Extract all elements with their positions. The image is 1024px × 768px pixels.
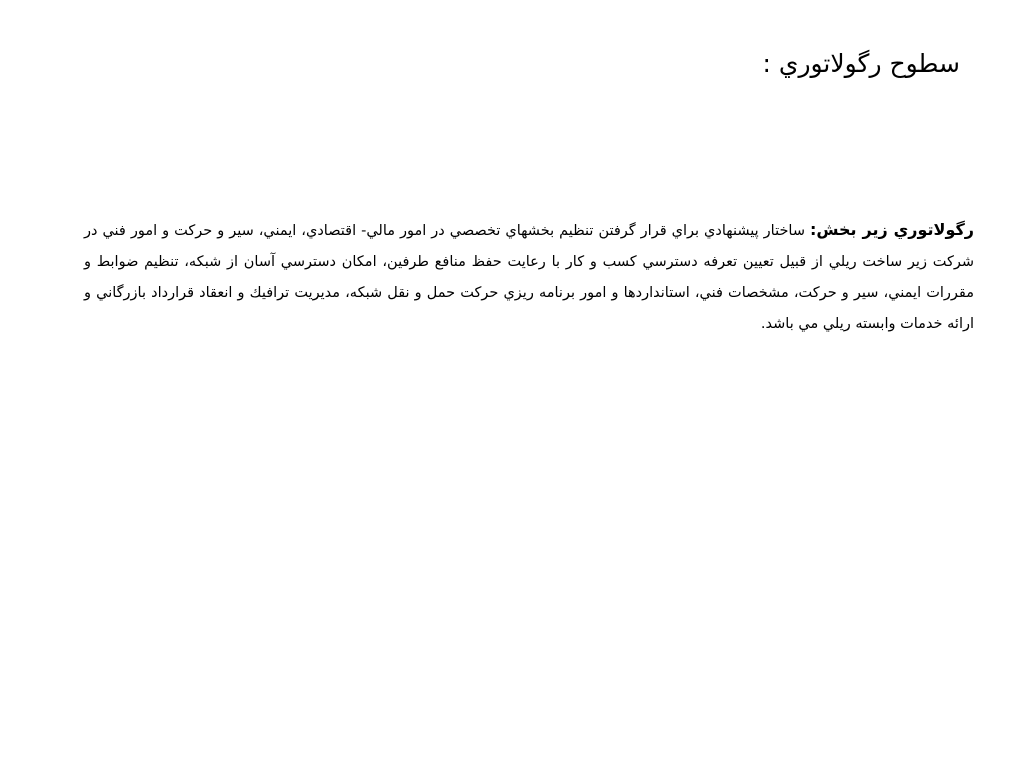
slide-title: سطوح رگولاتوري : (762, 49, 960, 78)
body-paragraph (84, 214, 974, 340)
paragraph-term: رگولاتوري زير بخش: (810, 220, 975, 239)
paragraph-text: ساختار پيشنهادي براي قرار گرفتن تنظيم بخشهاي تخصصي در امور مالي- اقتصادي، ايمني، سير و حركت و امور فني در شركت زير ساخت ريلي از قبيل تعيين تعرفه دسترسي كسب و كار با رعايت حفظ منافع طرفين، امكان دسترسي آسان از شبكه، تنظيم ضوابط و مقررات ايمني، سير و حركت، مشخصات فني، استانداردها و امور برنامه ريزي حركت حمل و نقل شبكه، مديريت ترافيك و انعقاد قرارداد بازرگاني و ارائه خدمات وابسته ريلي مي باشد. (84, 223, 974, 332)
